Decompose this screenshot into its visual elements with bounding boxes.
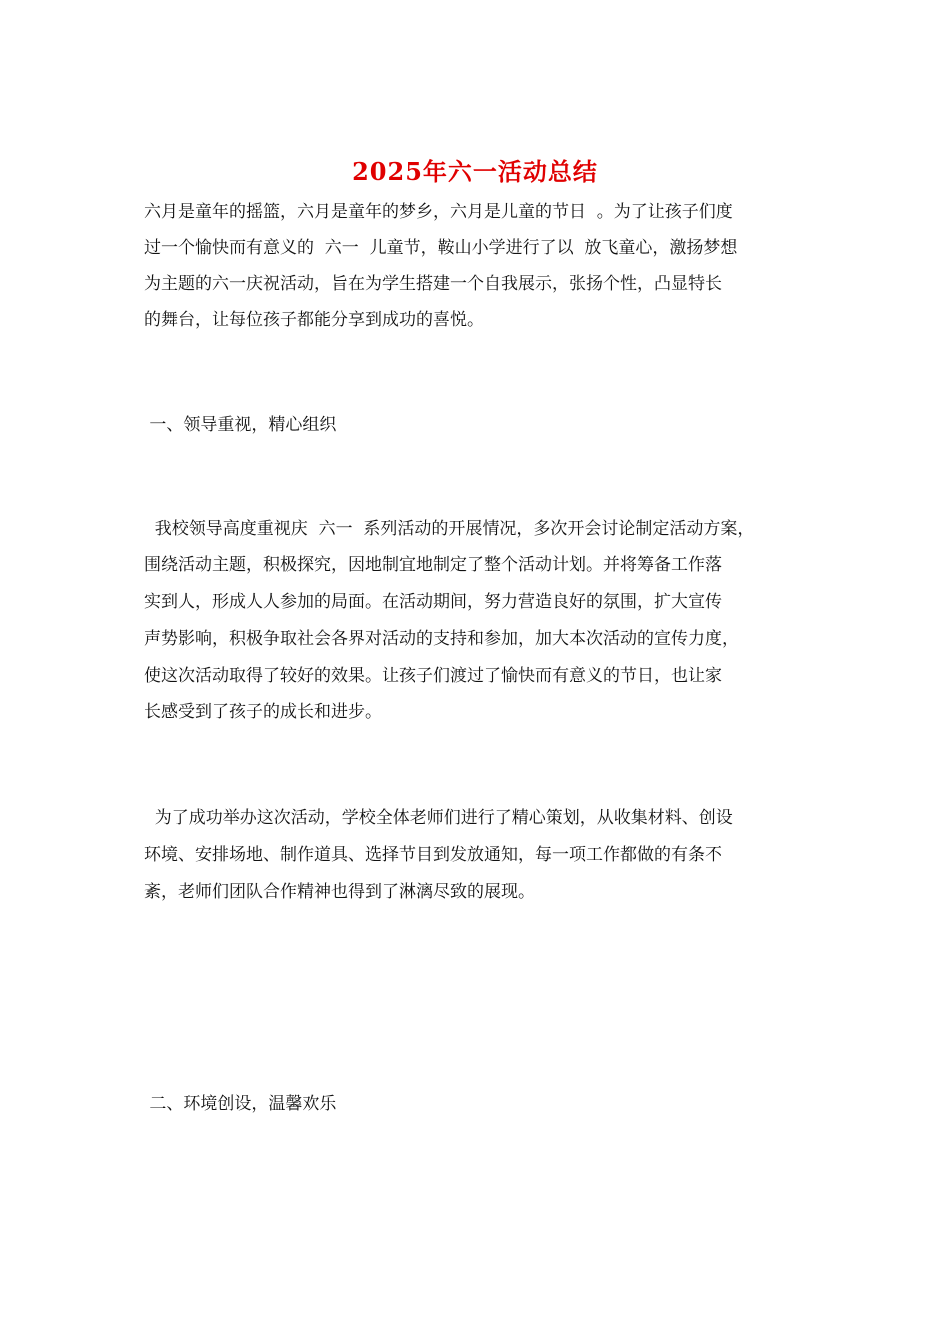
para2-line-6: 长感受到了孩子的成长和进步。 bbox=[144, 702, 382, 722]
para3-line-1: 为了成功举办这次活动，学校全体老师们进行了精心策划，从收集材料、创设 bbox=[144, 808, 733, 828]
para2-line-3: 实到人，形成人人参加的局面。在活动期间，努力营造良好的氛围，扩大宣传 bbox=[144, 592, 722, 612]
para3-line-3: 紊，老师们团队合作精神也得到了淋漓尽致的展现。 bbox=[144, 882, 535, 902]
para2-line-1: 我校领导高度重视庆 六一 系列活动的开展情况，多次开会讨论制定活动方案， bbox=[144, 519, 755, 539]
intro-line-2: 过一个愉快而有意义的 六一 儿童节，鞍山小学进行了以 放飞童心，激扬梦想 bbox=[144, 238, 738, 258]
para2-line-4: 声势影响，积极争取社会各界对活动的支持和参加，加大本次活动的宣传力度， bbox=[144, 629, 739, 649]
para2-line-2: 围绕活动主题，积极探究，因地制宜地制定了整个活动计划。并将筹备工作落 bbox=[144, 555, 722, 575]
para2-line-5: 使这次活动取得了较好的效果。让孩子们渡过了愉快而有意义的节日，也让家 bbox=[144, 666, 722, 686]
section-2-heading: 二、环境创设，温馨欢乐 bbox=[144, 1094, 337, 1114]
intro-line-4: 的舞台，让每位孩子都能分享到成功的喜悦。 bbox=[144, 310, 484, 330]
para3-line-2: 环境、安排场地、制作道具、选择节目到发放通知，每一项工作都做的有条不 bbox=[144, 845, 722, 865]
document-title: 2025年六一活动总结 bbox=[352, 157, 598, 186]
intro-line-1: 六月是童年的摇篮，六月是童年的梦乡，六月是儿童的节日 。为了让孩子们度 bbox=[144, 202, 733, 222]
section-1-heading: 一、领导重视，精心组织 bbox=[144, 415, 337, 435]
intro-line-3: 为主题的六一庆祝活动，旨在为学生搭建一个自我展示，张扬个性，凸显特长 bbox=[144, 274, 722, 294]
